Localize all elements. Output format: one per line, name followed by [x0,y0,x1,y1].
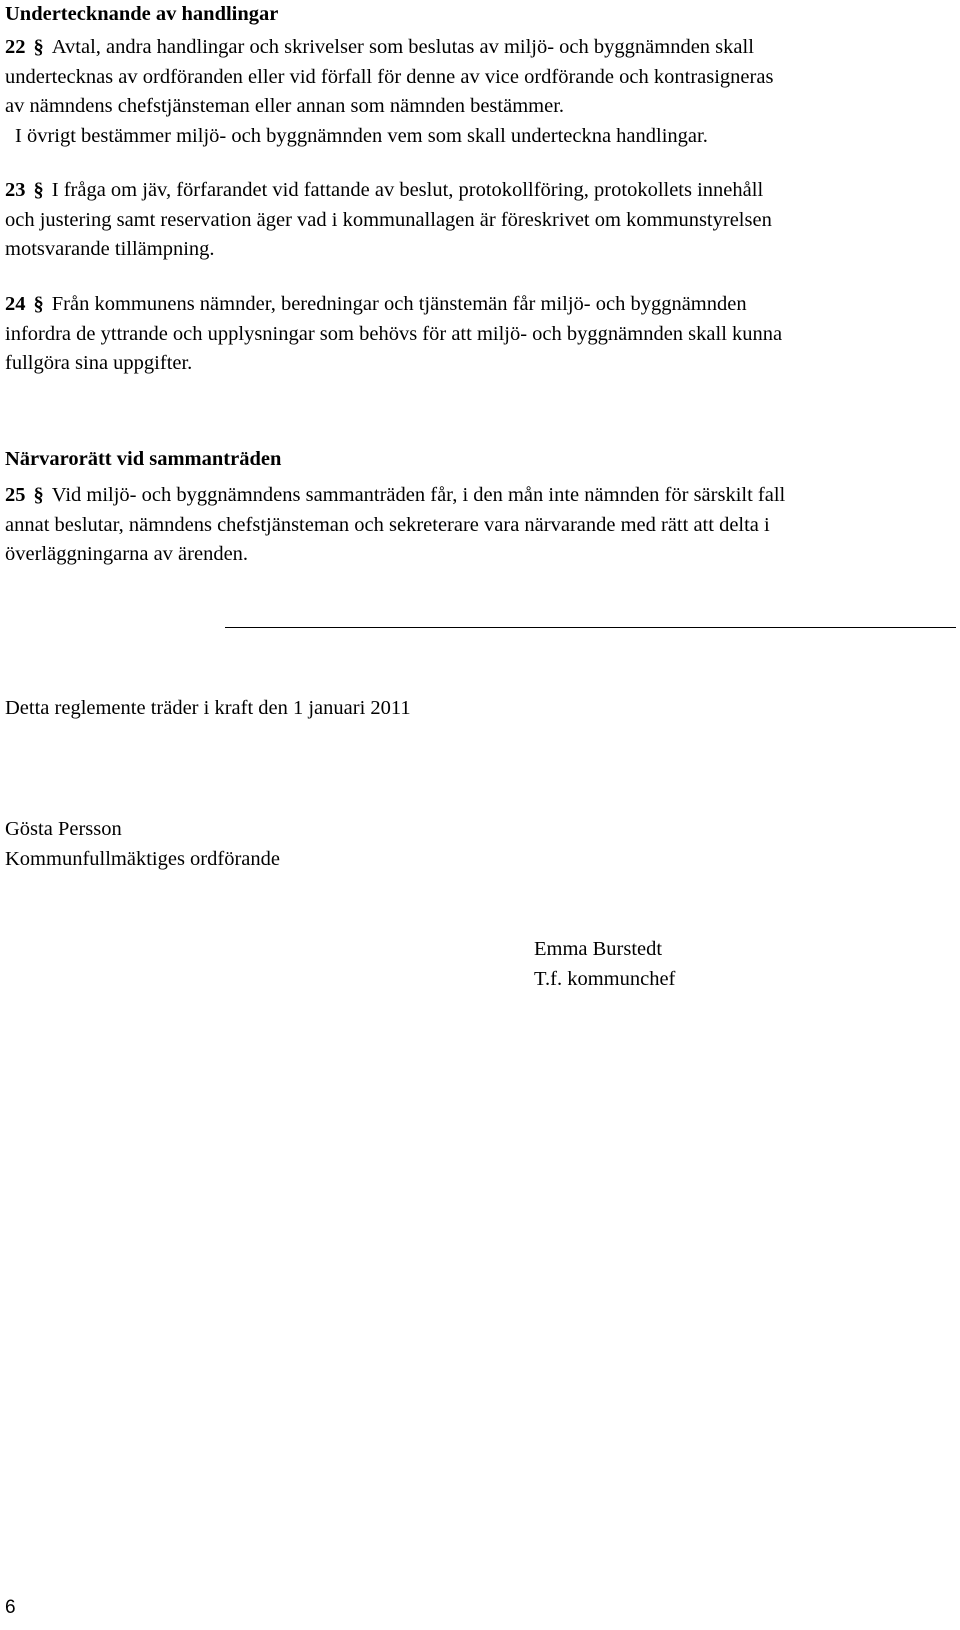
paragraph-text: Vid miljö- och byggnämndens sammanträden får, i den mån inte nämnden för särskilt fall [51,484,786,506]
paragraph-number: 24 [5,293,26,315]
section-heading-attendance: Närvarorätt vid sammanträden [5,448,282,470]
paragraph-24-line-1 [5,290,955,320]
paragraph-22-line-1 [5,33,955,63]
paragraph-text: Från kommunens nämnder, beredningar och tjänstemän får miljö- och byggnämnden [51,293,747,315]
paragraph-text: Avtal, andra handlingar och skrivelser som beslutas av miljö- och byggnämnden skall [51,36,754,58]
paragraph-25-line-2: annat beslutar, nämndens chefstjänsteman och sekreterare vara närvarande med rätt att delta i [5,513,770,536]
paragraph-22-line-4: I övrigt bestämmer miljö- och byggnämnden vem som skall underteckna handlingar. [15,124,708,147]
page-number: 6 [5,1597,16,1618]
paragraph-22 [5,33,955,151]
paragraph-23-line-1 [5,176,955,206]
horizontal-divider [225,627,956,628]
paragraph-number: 23 [5,179,26,201]
section-symbol: § [33,484,44,506]
effective-date-statement: Detta reglemente träder i kraft den 1 januari 2011 [5,697,411,719]
signatory-title: T.f. kommunchef [534,968,676,990]
section-symbol: § [33,293,44,315]
section-symbol: § [33,36,44,58]
paragraph-24-line-2: infordra de yttrande och upplysningar som behövs för att miljö- och byggnämnden skall kunna [5,322,783,345]
paragraph-number: 22 [5,36,26,58]
paragraph-22-line-3: av nämndens chefstjänsteman eller annan som nämnden bestämmer. [5,95,565,117]
paragraph-23-line-3: motsvarande tillämpning. [5,238,215,260]
paragraph-24 [5,290,955,379]
paragraph-25 [5,481,955,570]
paragraph-23-line-2: och justering samt reservation äger vad i kommunallagen är föreskrivet om kommunstyrelsen [5,208,772,231]
paragraph-22-line-2: undertecknas av ordföranden eller vid förfall för denne av vice ordförande och kontrasigneras [5,65,774,88]
signatory-name: Gösta Persson [5,818,122,840]
section-heading-signing: Undertecknande av handlingar [5,3,279,25]
paragraph-number: 25 [5,484,26,506]
paragraph-text: I fråga om jäv, förfarandet vid fattande av beslut, protokollföring, protokollets innehåll [51,179,764,201]
signatory-name: Emma Burstedt [534,938,663,960]
signatory-title: Kommunfullmäktiges ordförande [5,848,280,870]
paragraph-25-line-1 [5,481,955,511]
paragraph-24-line-3: fullgöra sina uppgifter. [5,352,193,374]
section-symbol: § [33,179,44,201]
paragraph-25-line-3: överläggningarna av ärenden. [5,543,249,565]
paragraph-23 [5,176,955,265]
